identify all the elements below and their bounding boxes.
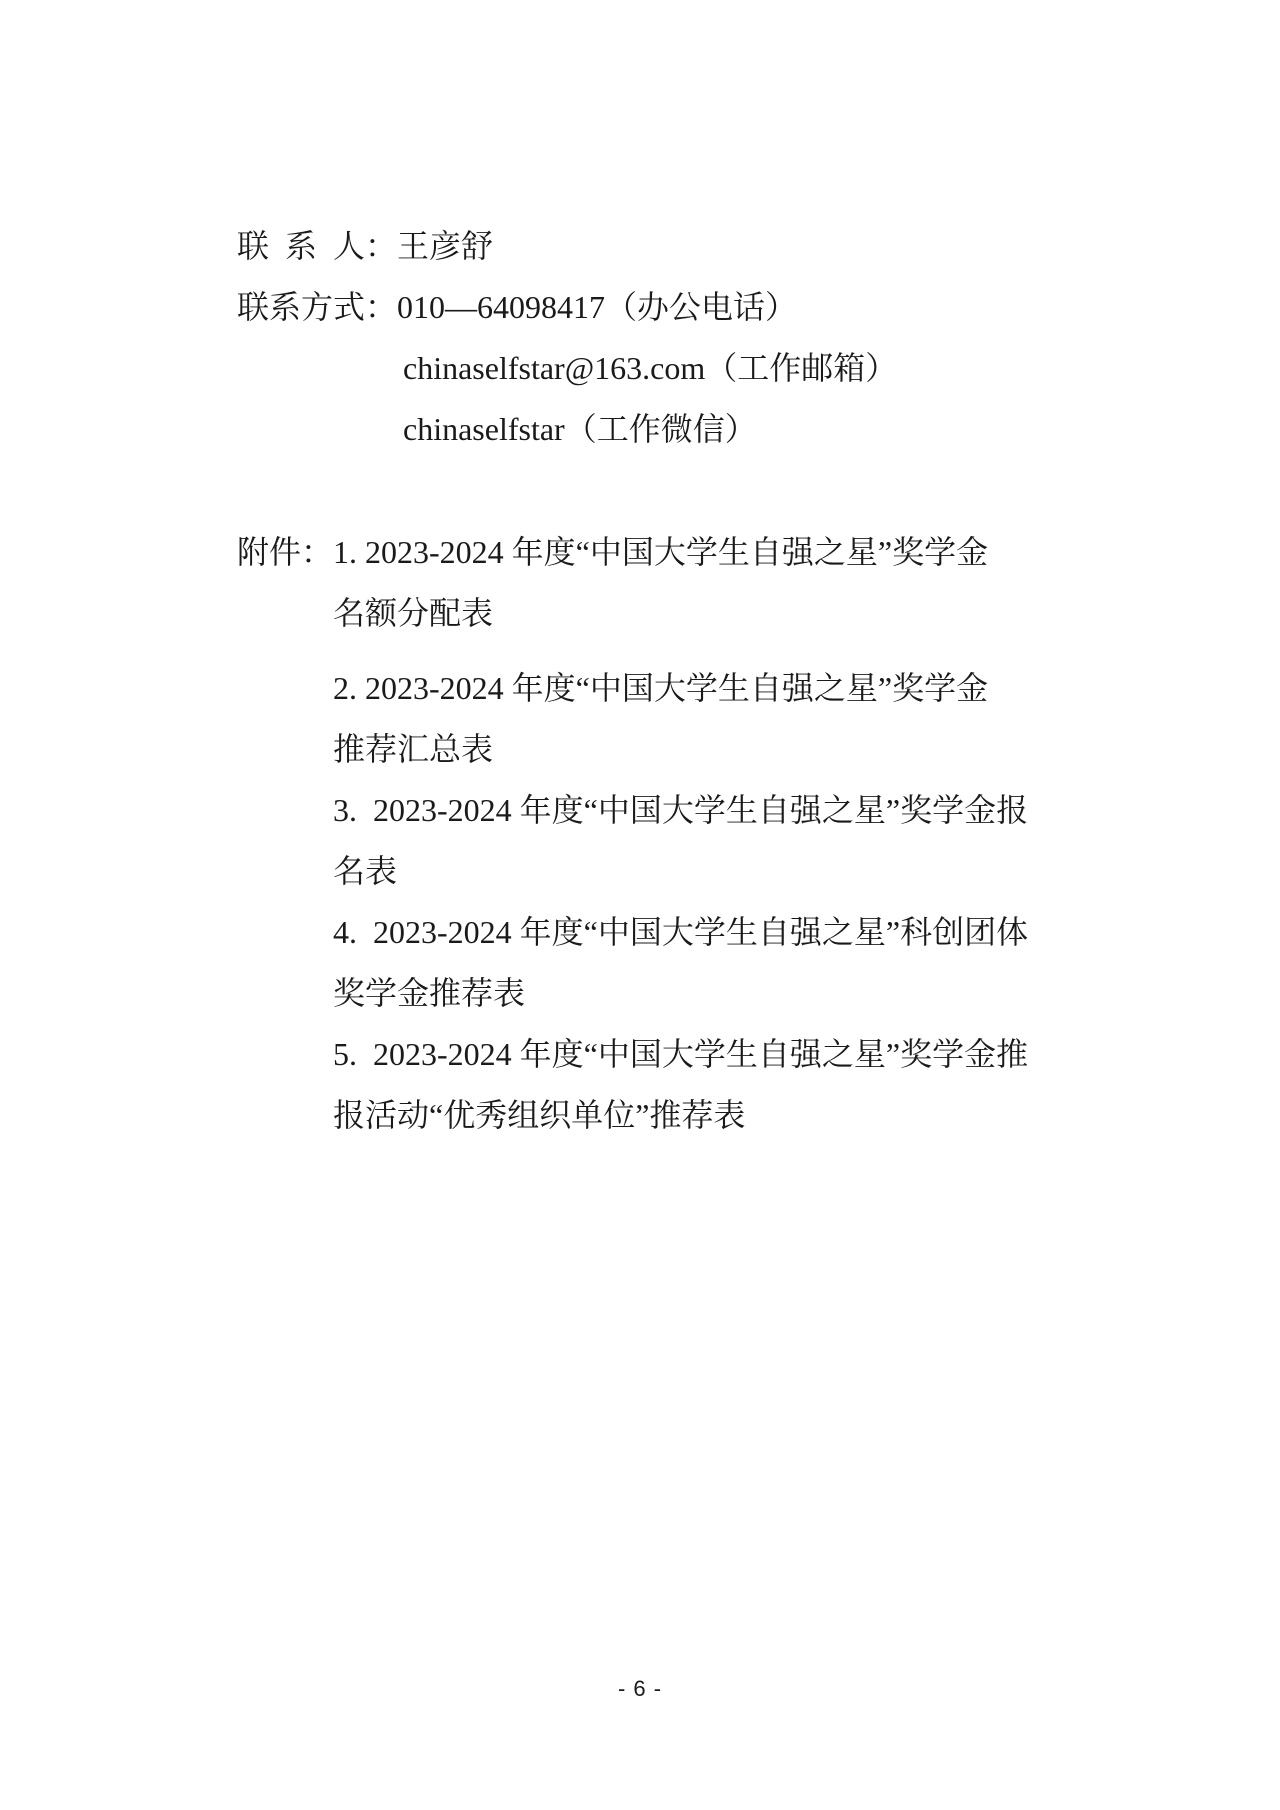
contact-method-label: 联系方式： — [237, 289, 398, 325]
attachments-block — [237, 522, 1028, 1146]
contact-email: chinaselfstar@163.com（工作邮箱） — [403, 350, 898, 386]
contact-person-label-char: 人 — [332, 228, 365, 264]
contact-wechat: chinaselfstar（工作微信） — [403, 411, 757, 447]
attachment-item-3-line-2: 名表 — [333, 853, 398, 889]
attachment-item-3 — [333, 780, 1028, 902]
attachments-list — [333, 522, 1028, 1146]
contact-person-label-char: 联 — [237, 228, 270, 264]
attachment-item-4-line-2: 奖学金推荐表 — [333, 975, 526, 1011]
contact-person-label — [237, 216, 365, 277]
attachment-item-5-line-1: 5. 2023-2024 年度“中国大学生自强之星”奖学金推 — [333, 1036, 1029, 1072]
contact-phone: 010—64098417（办公电话） — [397, 289, 798, 325]
contact-person-colon: ： — [365, 228, 398, 264]
contact-wechat-line — [237, 399, 897, 460]
attachment-item-2 — [333, 658, 1028, 780]
attachment-item-2-line-2: 推荐汇总表 — [333, 731, 494, 767]
attachment-item-1 — [333, 522, 1028, 644]
contact-person-line — [237, 216, 897, 277]
attachment-item-4-line-1: 4. 2023-2024 年度“中国大学生自强之星”科创团体 — [333, 914, 1029, 950]
attachment-item-2-line-1: 2. 2023-2024 年度“中国大学生自强之星”奖学金 — [333, 670, 989, 706]
attachment-item-5 — [333, 1024, 1028, 1146]
attachment-item-5-line-2: 报活动“优秀组织单位”推荐表 — [333, 1097, 746, 1133]
contact-person-name: 王彦舒 — [397, 228, 494, 264]
attachment-item-1-line-2: 名额分配表 — [333, 595, 494, 631]
contact-block — [237, 216, 897, 460]
attachment-item-4 — [333, 902, 1028, 1024]
attachment-item-1-line-1: 1. 2023-2024 年度“中国大学生自强之星”奖学金 — [333, 534, 989, 570]
attachment-item-3-line-1: 3. 2023-2024 年度“中国大学生自强之星”奖学金报 — [333, 792, 1029, 828]
attachments-label: 附件： — [237, 534, 334, 570]
contact-person-label-char: 系 — [284, 228, 317, 264]
contact-email-line — [237, 338, 897, 399]
page-number: - 6 - — [617, 1676, 663, 1701]
contact-method-line — [237, 277, 897, 338]
